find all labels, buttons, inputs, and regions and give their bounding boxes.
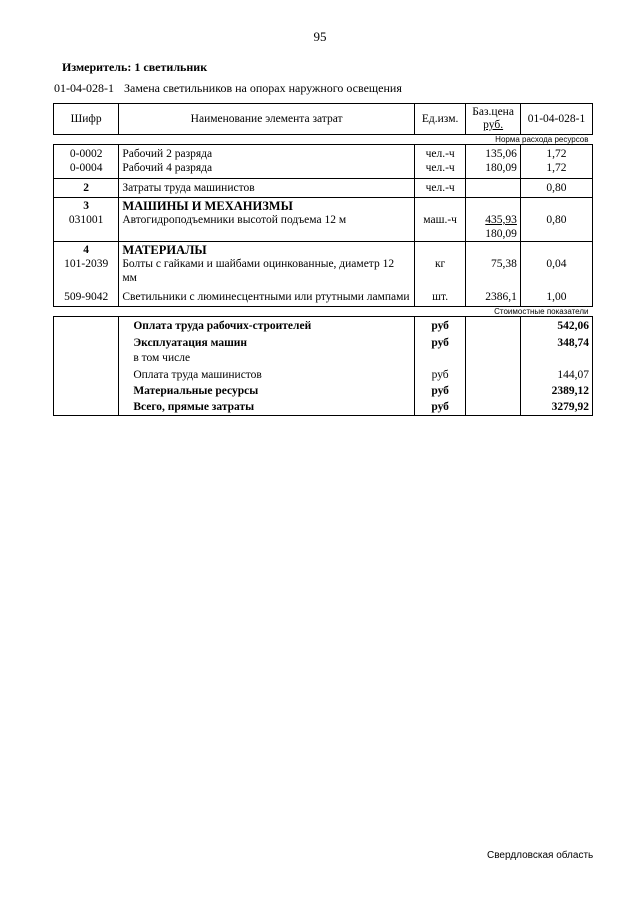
row-value: 0,80 — [520, 179, 592, 198]
cost-row — [54, 365, 593, 382]
cost-value: 348,74 — [520, 333, 592, 350]
row-unit: чел.-ч — [414, 179, 465, 198]
cost-row — [54, 382, 593, 398]
cost-name: Всего, прямые затраты — [119, 398, 415, 416]
row-price: 2386,1 — [466, 290, 521, 307]
header-name: Наименование элемента затрат — [119, 104, 415, 135]
row-name: Автогидроподъемники высотой подъема 12 м — [119, 213, 415, 242]
table-header — [54, 104, 593, 135]
meter-line — [62, 60, 207, 75]
section-code: 3 — [54, 198, 119, 214]
header-price-line2: руб. — [483, 119, 504, 131]
cost-row — [54, 398, 593, 416]
row-name: Светильники с люминесцентными или ртутными лампами — [119, 290, 415, 307]
cost-value: 144,07 — [520, 365, 592, 382]
subheader-costs-row — [54, 307, 593, 317]
row-price-line1: 435,93 — [485, 214, 517, 226]
subheader-costs: Стоимостные показатели — [54, 307, 593, 317]
row-code: 0-0002 — [54, 145, 119, 162]
cost-name: Оплата труда машинистов — [119, 365, 415, 382]
table-row — [54, 290, 593, 307]
row-value: 1,72 — [520, 145, 592, 162]
page-number: 95 — [313, 29, 327, 44]
row-unit: чел.-ч — [414, 161, 465, 179]
table-row — [54, 145, 593, 162]
cost-name: в том числе — [119, 350, 415, 365]
estimate-table — [53, 103, 593, 416]
header-unit: Ед.изм. — [414, 104, 465, 135]
cost-unit: руб — [414, 317, 465, 334]
section-name: МАТЕРИАЛЫ — [119, 242, 415, 258]
row-value: 1,72 — [520, 161, 592, 179]
section-name: МАШИНЫ И МЕХАНИЗМЫ — [119, 198, 415, 214]
rate-code: 01-04-028-1 — [54, 81, 114, 95]
cost-row — [54, 333, 593, 350]
row-price: 180,09 — [466, 161, 521, 179]
header-price — [466, 104, 521, 135]
row-price — [466, 213, 521, 242]
row-name: Рабочий 2 разряда — [119, 145, 415, 162]
row-value: 0,80 — [520, 213, 592, 242]
section-row — [54, 242, 593, 258]
row-code: 0-0004 — [54, 161, 119, 179]
cost-name: Материальные ресурсы — [119, 382, 415, 398]
cost-unit: руб — [414, 382, 465, 398]
rate-title: Замена светильников на опорах наружного освещения — [124, 81, 402, 95]
cost-value: 2389,12 — [520, 382, 592, 398]
table-row — [54, 257, 593, 290]
section-code: 4 — [54, 242, 119, 258]
section-row — [54, 198, 593, 214]
rate-code-line — [54, 81, 402, 96]
row-unit: кг — [414, 257, 465, 290]
meter-value: 1 светильник — [134, 60, 208, 74]
cost-name: Эксплуатация машин — [119, 333, 415, 350]
row-name: Рабочий 4 разряда — [119, 161, 415, 179]
footer-region: Свердловская область — [487, 850, 594, 861]
cost-unit: руб — [414, 333, 465, 350]
cost-unit: руб — [414, 398, 465, 416]
row-unit: чел.-ч — [414, 145, 465, 162]
row-value: 0,04 — [520, 257, 592, 290]
row-code: 509-9042 — [54, 290, 119, 307]
row-unit: маш.-ч — [414, 213, 465, 242]
cost-name: Оплата труда рабочих-строителей — [119, 317, 415, 334]
header-price-line1: Баз.цена — [472, 106, 514, 118]
cost-unit: руб — [414, 365, 465, 382]
cost-value: 3279,92 — [520, 398, 592, 416]
row-price-line2: 180,09 — [485, 228, 517, 240]
meter-label: Измеритель: — [62, 60, 132, 74]
table-row — [54, 213, 593, 242]
row-name: Болты с гайками и шайбами оцинкованные, диаметр 12 мм — [119, 257, 415, 290]
row-price — [466, 179, 521, 198]
row-code: 101-2039 — [54, 257, 119, 290]
cost-row — [54, 317, 593, 334]
row-value: 1,00 — [520, 290, 592, 307]
row-price: 75,38 — [466, 257, 521, 290]
cost-row — [54, 350, 593, 365]
table-row — [54, 179, 593, 198]
row-price: 135,06 — [466, 145, 521, 162]
cost-value: 542,06 — [520, 317, 592, 334]
table-row — [54, 161, 593, 179]
row-unit: шт. — [414, 290, 465, 307]
row-code: 031001 — [54, 213, 119, 242]
subheader-resources: Норма расхода ресурсов — [54, 135, 593, 145]
row-code: 2 — [54, 179, 119, 198]
subheader-resources-row — [54, 135, 593, 145]
header-code: Шифр — [54, 104, 119, 135]
row-name: Затраты труда машинистов — [119, 179, 415, 198]
header-rate: 01-04-028-1 — [520, 104, 592, 135]
